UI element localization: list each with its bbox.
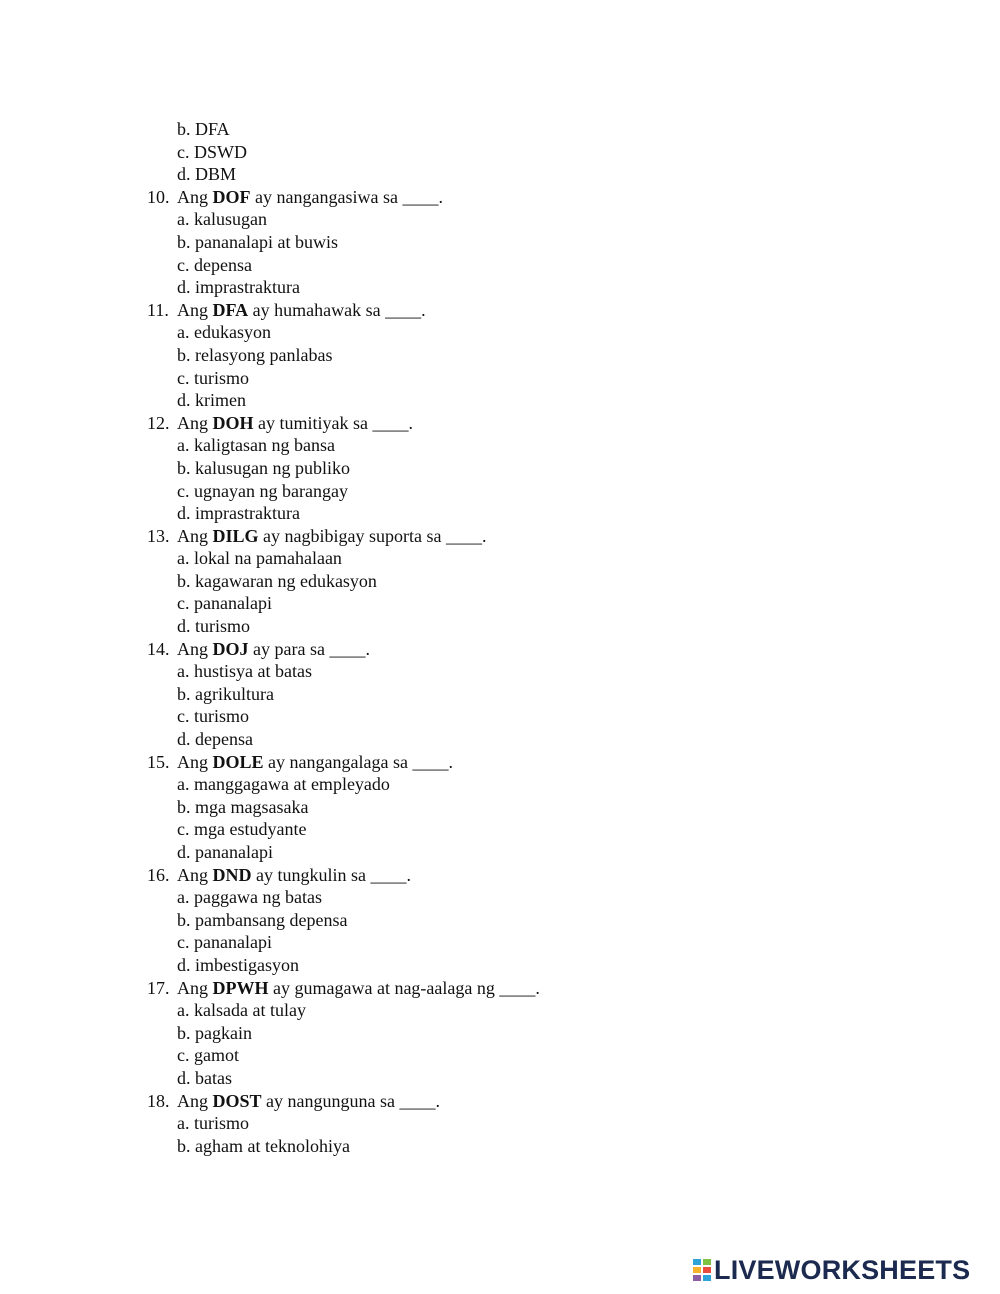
- answer-option: [0, 367, 1000, 390]
- option-letter: a.: [177, 1000, 190, 1021]
- answer-option: [0, 276, 1000, 299]
- option-letter: c.: [177, 932, 190, 953]
- answer-option: [0, 457, 1000, 480]
- answer-option: [0, 141, 1000, 164]
- option-letter: b.: [177, 457, 191, 478]
- option-text: depensa: [194, 254, 252, 275]
- question-suffix: ay para sa ____.: [248, 638, 370, 659]
- question-suffix: ay nangangalaga sa ____.: [263, 751, 453, 772]
- question-suffix: ay tumitiyak sa ____.: [253, 412, 413, 433]
- option-letter: d.: [177, 277, 191, 298]
- option-letter: c.: [177, 480, 190, 501]
- question-stem: [0, 638, 1000, 661]
- logo-mark-square: [692, 1274, 702, 1282]
- option-text: pananalapi: [195, 842, 273, 862]
- option-text: pananalapi: [194, 593, 272, 614]
- department-code: DOF: [212, 186, 251, 207]
- answer-option: [0, 886, 1000, 909]
- option-letter: d.: [177, 164, 191, 185]
- answer-option: [0, 728, 1000, 751]
- option-letter: b.: [177, 683, 191, 704]
- option-text: turismo: [194, 1113, 250, 1134]
- option-text: kalusugan ng publiko: [195, 457, 350, 478]
- option-letter: b.: [177, 231, 191, 252]
- department-code: DND: [212, 864, 252, 885]
- question-number: 10.: [147, 186, 170, 207]
- option-letter: b.: [177, 119, 191, 139]
- answer-option: [0, 1067, 1000, 1090]
- question-suffix: ay nangunguna sa ____.: [261, 1090, 440, 1111]
- department-code: DOLE: [212, 751, 264, 772]
- question-stem: [0, 412, 1000, 435]
- option-text: kalsada at tulay: [194, 1000, 306, 1021]
- option-letter: c.: [177, 254, 190, 275]
- question-number: 12.: [147, 412, 170, 433]
- answer-option: [0, 931, 1000, 954]
- option-text: DBM: [195, 164, 237, 185]
- question-prefix: Ang: [177, 299, 213, 320]
- question-stem: [0, 186, 1000, 209]
- option-text: kalusugan: [194, 209, 267, 230]
- option-text: imprastraktura: [195, 277, 300, 298]
- question-suffix: ay tungkulin sa ____.: [251, 864, 411, 885]
- option-text: agham at teknolohiya: [195, 1135, 350, 1156]
- option-letter: c.: [177, 706, 190, 727]
- option-letter: c.: [177, 1045, 190, 1066]
- question-prefix: Ang: [177, 412, 213, 433]
- option-letter: b.: [177, 1135, 191, 1156]
- option-letter: a.: [177, 887, 190, 908]
- answer-option: [0, 1044, 1000, 1067]
- answer-option: [0, 683, 1000, 706]
- option-letter: a.: [177, 661, 190, 682]
- option-letter: d.: [177, 616, 191, 637]
- answer-option: [0, 796, 1000, 819]
- answer-option: [0, 231, 1000, 254]
- option-letter: d.: [177, 1067, 191, 1088]
- answer-option: [0, 254, 1000, 277]
- answer-option: [0, 480, 1000, 503]
- option-text: krimen: [195, 390, 246, 411]
- worksheet-content: [0, 118, 1000, 1157]
- option-letter: c.: [177, 367, 190, 388]
- option-letter: b.: [177, 344, 191, 365]
- option-text: relasyong panlabas: [195, 344, 333, 365]
- question-prefix: Ang: [177, 751, 213, 772]
- question-number: 11.: [147, 299, 169, 320]
- option-letter: d.: [177, 729, 191, 750]
- answer-option: [0, 208, 1000, 231]
- option-text: imprastraktura: [195, 503, 300, 524]
- question-number: 15.: [147, 751, 170, 772]
- option-text: manggagawa at empleyado: [194, 774, 390, 795]
- liveworksheets-logo-text: LIVEWORKSHEETS: [714, 1255, 971, 1285]
- answer-option: [0, 389, 1000, 412]
- option-text: depensa: [195, 729, 253, 750]
- option-text: pananalapi: [194, 932, 272, 953]
- option-text: DSWD: [194, 141, 247, 162]
- question-stem: [0, 977, 1000, 1000]
- question-prefix: Ang: [177, 638, 213, 659]
- answer-option: [0, 321, 1000, 344]
- option-text: batas: [195, 1067, 232, 1088]
- answer-option: [0, 954, 1000, 977]
- question-stem: [0, 1090, 1000, 1113]
- answer-option: [0, 1022, 1000, 1045]
- answer-option: [0, 1112, 1000, 1135]
- question-suffix: ay gumagawa at nag-aalaga ng ____.: [268, 977, 540, 998]
- option-text: lokal na pamahalaan: [194, 548, 342, 569]
- option-letter: c.: [177, 141, 190, 162]
- option-letter: b.: [177, 570, 191, 591]
- option-text: paggawa ng batas: [194, 887, 322, 908]
- question-suffix: ay nangangasiwa sa ____.: [250, 186, 443, 207]
- answer-option: [0, 615, 1000, 638]
- answer-option: [0, 841, 1000, 864]
- answer-option: [0, 118, 1000, 141]
- option-text: agrikultura: [195, 683, 274, 704]
- option-letter: a.: [177, 435, 190, 456]
- question-stem: [0, 525, 1000, 548]
- question-number: 14.: [147, 638, 170, 659]
- answer-option: [0, 773, 1000, 796]
- logo-mark-square: [692, 1266, 702, 1274]
- logo-mark-square: [702, 1274, 712, 1282]
- option-text: pananalapi at buwis: [195, 231, 338, 252]
- answer-option: [0, 818, 1000, 841]
- question-number: 18.: [147, 1090, 170, 1111]
- answer-option: [0, 705, 1000, 728]
- option-text: pambansang depensa: [195, 909, 348, 930]
- answer-option: [0, 660, 1000, 683]
- department-code: DOH: [212, 412, 254, 433]
- option-letter: a.: [177, 548, 190, 569]
- liveworksheets-logo: [692, 1255, 970, 1285]
- logo-mark-square: [692, 1258, 702, 1266]
- answer-option: [0, 1135, 1000, 1158]
- option-letter: d.: [177, 954, 191, 975]
- answer-option: [0, 434, 1000, 457]
- option-text: turismo: [194, 367, 250, 388]
- answer-option: [0, 570, 1000, 593]
- question-stem: [0, 299, 1000, 322]
- option-letter: a.: [177, 1113, 190, 1134]
- option-letter: b.: [177, 796, 191, 817]
- option-letter: b.: [177, 909, 191, 930]
- option-text: ugnayan ng barangay: [194, 480, 348, 501]
- option-text: kaligtasan ng bansa: [194, 435, 335, 456]
- question-number: 13.: [147, 525, 170, 546]
- logo-mark-square: [702, 1258, 712, 1266]
- department-code: DPWH: [212, 977, 269, 998]
- question-prefix: Ang: [177, 864, 213, 885]
- option-text: kagawaran ng edukasyon: [195, 570, 377, 591]
- option-text: turismo: [195, 616, 251, 637]
- answer-option: [0, 344, 1000, 367]
- question-suffix: ay nagbibigay suporta sa ____.: [258, 525, 487, 546]
- question-number: 16.: [147, 864, 170, 885]
- option-letter: c.: [177, 593, 190, 614]
- option-letter: d.: [177, 390, 191, 411]
- department-code: DFA: [212, 299, 249, 320]
- option-text: hustisya at batas: [194, 661, 312, 682]
- option-letter: c.: [177, 819, 190, 840]
- option-text: turismo: [194, 706, 250, 727]
- question-prefix: Ang: [177, 977, 213, 998]
- answer-option: [0, 502, 1000, 525]
- question-prefix: Ang: [177, 1090, 213, 1111]
- department-code: DOJ: [212, 638, 249, 659]
- question-prefix: Ang: [177, 186, 213, 207]
- question-stem: [0, 751, 1000, 774]
- answer-option: [0, 592, 1000, 615]
- option-letter: d.: [177, 503, 191, 524]
- option-text: gamot: [194, 1045, 239, 1066]
- option-text: DFA: [195, 119, 230, 139]
- option-letter: a.: [177, 774, 190, 795]
- option-letter: b.: [177, 1022, 191, 1043]
- answer-option: [0, 547, 1000, 570]
- question-stem: [0, 864, 1000, 887]
- logo-mark-square: [702, 1266, 712, 1274]
- option-text: imbestigasyon: [195, 954, 299, 975]
- option-text: pagkain: [195, 1022, 252, 1043]
- question-prefix: Ang: [177, 525, 213, 546]
- question-suffix: ay humahawak sa ____.: [248, 299, 426, 320]
- liveworksheets-logo-icon: [692, 1258, 712, 1282]
- question-number: 17.: [147, 977, 170, 998]
- option-text: mga magsasaka: [195, 796, 309, 817]
- answer-option: [0, 909, 1000, 932]
- answer-option: [0, 999, 1000, 1022]
- option-letter: a.: [177, 322, 190, 343]
- answer-option: [0, 163, 1000, 186]
- option-letter: d.: [177, 842, 191, 862]
- option-letter: a.: [177, 209, 190, 230]
- option-text: edukasyon: [194, 322, 271, 343]
- department-code: DOST: [212, 1090, 262, 1111]
- option-text: mga estudyante: [194, 819, 307, 840]
- department-code: DILG: [212, 525, 259, 546]
